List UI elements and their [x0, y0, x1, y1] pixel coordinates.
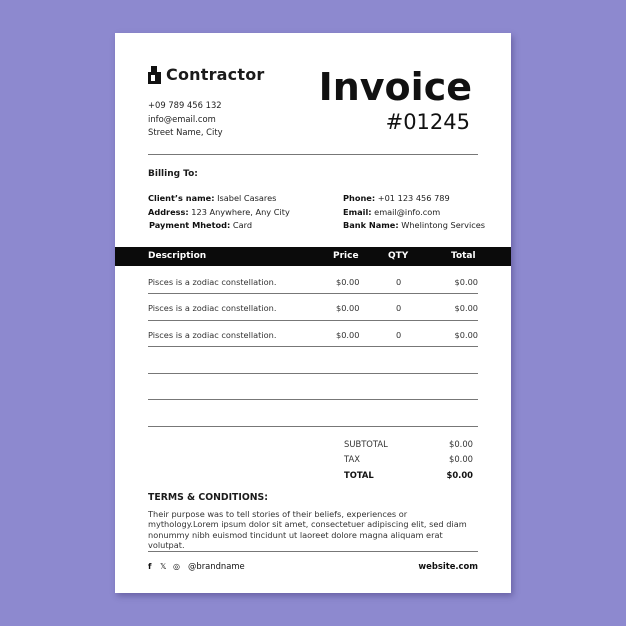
total-label: TOTAL [344, 470, 374, 480]
billing-heading: Billing To: [148, 169, 198, 179]
table-row [148, 321, 478, 347]
row-price: $0.00 [336, 303, 360, 313]
billing-right [343, 192, 485, 233]
instagram-icon[interactable]: ◎ [173, 561, 180, 571]
row-divider [148, 373, 478, 374]
payment-method-line: Payment Mhetod: Card [149, 220, 253, 230]
col-description: Description [148, 251, 207, 261]
contractor-logo-icon [148, 66, 161, 84]
row-description: Pisces is a zodiac constellation. [148, 330, 277, 340]
invoice-title: Invoice [318, 65, 472, 109]
header-divider [148, 154, 478, 155]
client-name-line: Client’s name: Isabel Casares [148, 193, 277, 203]
row-divider [148, 399, 478, 400]
row-divider [148, 346, 478, 347]
billing-left [148, 192, 290, 233]
row-price: $0.00 [336, 330, 360, 340]
company-logo [148, 65, 264, 84]
facebook-icon[interactable]: f [148, 561, 152, 571]
col-qty: QTY [388, 251, 409, 261]
company-phone: +09 789 456 132 [148, 100, 222, 110]
company-contact [148, 99, 223, 140]
social-links [148, 561, 245, 571]
table-header [115, 247, 511, 266]
email-line: Email: email@info.com [343, 206, 441, 217]
row-divider [148, 426, 478, 427]
total-value: $0.00 [446, 470, 473, 480]
company-name: Contractor [166, 65, 265, 84]
col-total: Total [451, 251, 476, 261]
website-link[interactable]: website.com [418, 561, 478, 571]
row-qty: 0 [396, 303, 402, 313]
terms-body: Their purpose was to tell stories of their beliefs, experiences or mythology.Lorem ipsum dolor sit amet, consectetuer adipiscing elit, sed diam nonummy nibh euismod tincidunt ut laoreet dolore magna aliquam erat volutpat. [148, 509, 467, 551]
invoice-number: #01245 [385, 110, 470, 134]
tax-label: TAX [344, 454, 360, 464]
subtotal-value: $0.00 [449, 439, 473, 449]
company-email: info@email.com [148, 113, 216, 124]
terms-heading: TERMS & CONDITIONS: [148, 492, 268, 503]
subtotal-label: SUBTOTAL [344, 439, 388, 449]
invoice-sheet [115, 33, 511, 593]
phone-line: Phone: +01 123 456 789 [343, 193, 450, 203]
x-icon[interactable]: 𝕏 [160, 561, 167, 571]
col-price: Price [333, 251, 359, 261]
row-total: $0.00 [454, 277, 478, 287]
row-description: Pisces is a zodiac constellation. [148, 277, 277, 287]
footer-divider [148, 551, 478, 552]
row-total: $0.00 [454, 330, 478, 340]
row-total: $0.00 [454, 303, 478, 313]
row-qty: 0 [396, 277, 402, 287]
brand-handle: @brandname [188, 561, 245, 571]
row-description: Pisces is a zodiac constellation. [148, 303, 277, 313]
row-qty: 0 [396, 330, 402, 340]
table-row [148, 268, 478, 294]
address-line: Address: 123 Anywhere, Any City [148, 206, 290, 217]
company-address: Street Name, City [148, 127, 223, 137]
row-price: $0.00 [336, 277, 360, 287]
tax-value: $0.00 [449, 454, 473, 464]
table-row [148, 294, 478, 320]
bank-name-line: Bank Name: Whelintong Services [343, 220, 486, 230]
